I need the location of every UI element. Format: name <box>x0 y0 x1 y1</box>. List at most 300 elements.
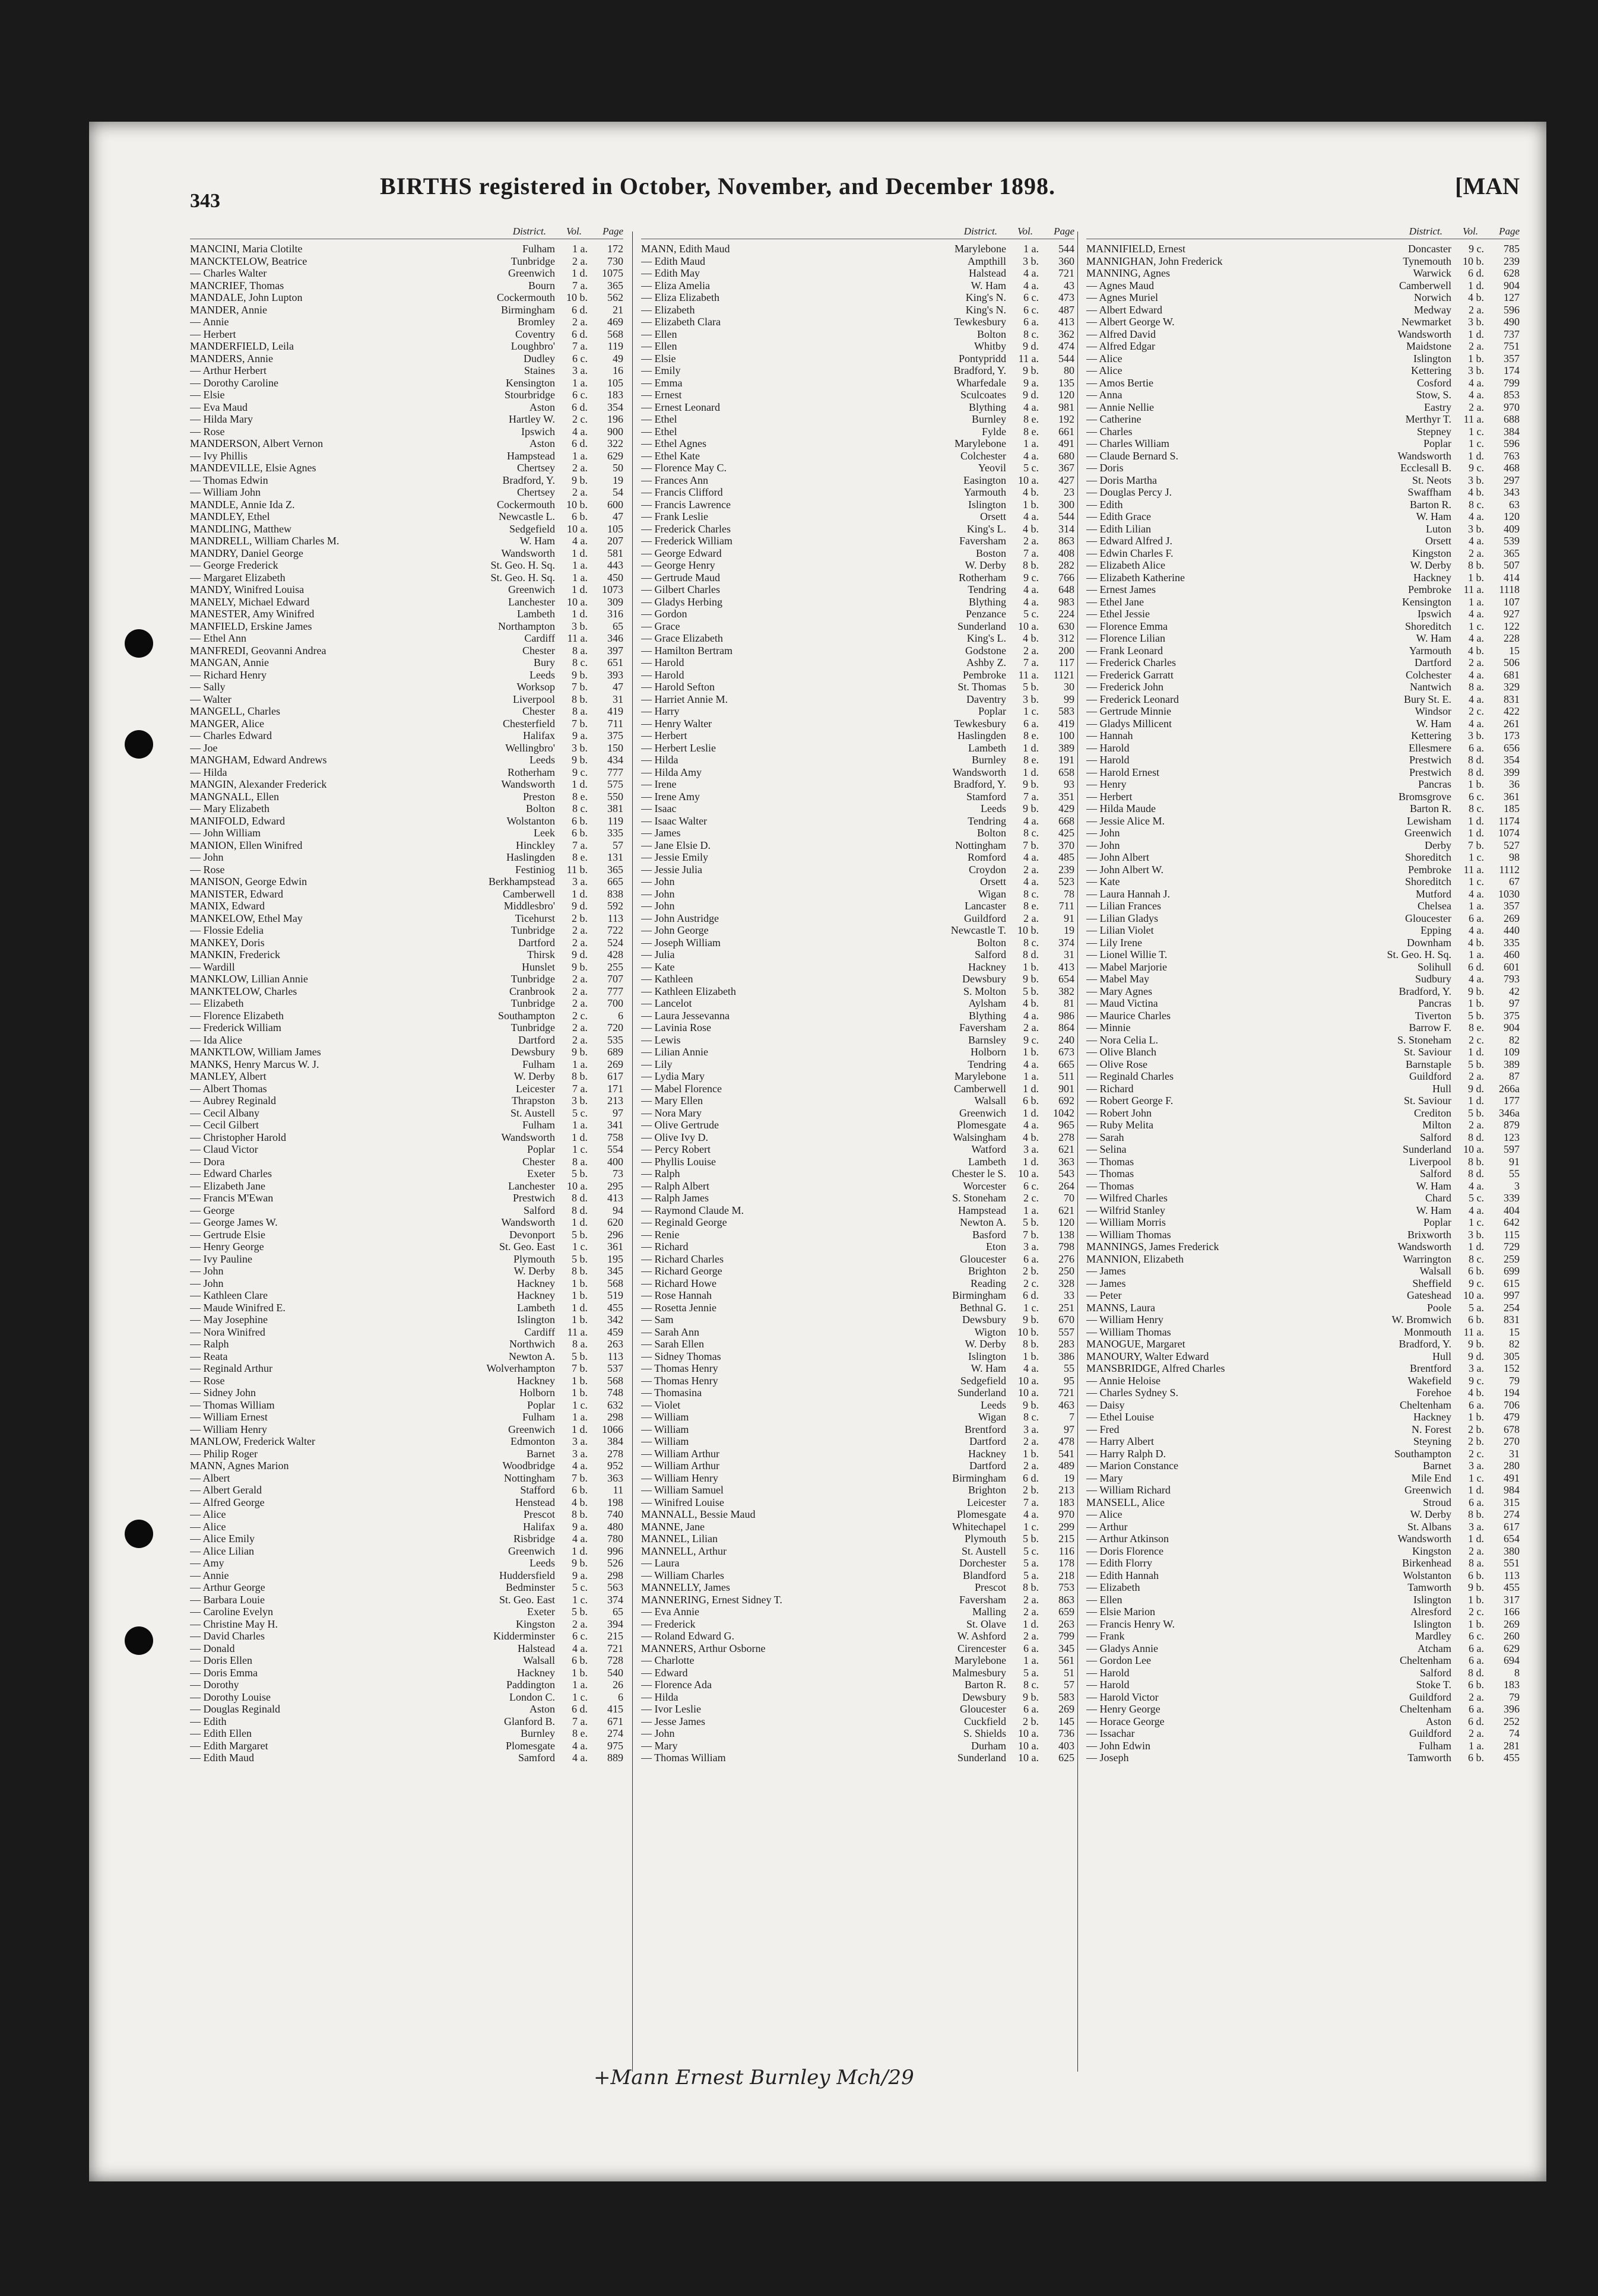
entry-page: 661 <box>1058 425 1074 437</box>
register-entry <box>190 413 623 426</box>
register-entry <box>641 1119 1074 1131</box>
register-entry <box>1086 864 1520 876</box>
register-entry <box>1086 803 1520 815</box>
entry-volume: 7 a. <box>572 1082 588 1095</box>
entry-district: Malling <box>972 1606 1006 1618</box>
entry-district: Wandsworth <box>501 547 555 559</box>
entry-name: — Issachar <box>1086 1727 1135 1739</box>
entry-name: — Walter <box>190 693 232 705</box>
entry-name: — Harold Sefton <box>641 681 715 693</box>
entry-district: W. Ham <box>1416 510 1451 522</box>
entry-name: — Charles William <box>1086 437 1169 449</box>
entry-name: — Edith Maud <box>641 255 705 267</box>
entry-name: — Fred <box>1086 1423 1120 1435</box>
entry-volume: 2 b. <box>1468 1435 1484 1447</box>
register-entry <box>1086 645 1520 657</box>
entry-page: 250 <box>1058 1265 1074 1277</box>
entry-district: Medway <box>1414 303 1451 316</box>
entry-page: 463 <box>1058 1398 1074 1411</box>
entry-district: Barnstaple <box>1406 1058 1451 1070</box>
entry-page: 117 <box>1058 657 1074 668</box>
entry-district: Burnley <box>972 754 1006 766</box>
register-entry <box>190 353 623 365</box>
entry-district: Brighton <box>968 1484 1006 1496</box>
entry-district: Tewkesbury <box>954 717 1006 730</box>
entry-volume: 9 a. <box>572 1569 588 1581</box>
entry-page: 506 <box>1504 657 1520 668</box>
entry-volume: 2 a. <box>572 936 588 949</box>
entry-page: 654 <box>1058 973 1074 985</box>
entry-district: Birmingham <box>952 1472 1006 1484</box>
entry-district: Tamworth <box>1407 1752 1451 1764</box>
entry-page: 375 <box>607 730 623 741</box>
entry-name: — William <box>641 1411 689 1423</box>
entry-volume: 10 a. <box>1463 1289 1484 1301</box>
entry-volume: 1 c. <box>1469 851 1484 863</box>
entry-name: — Alfred Edgar <box>1086 340 1155 352</box>
register-entry <box>1086 1375 1520 1387</box>
entry-district: Leeds <box>981 1398 1006 1411</box>
entry-district: Kingston <box>515 1618 555 1630</box>
register-entry <box>641 1472 1074 1485</box>
entry-volume: 2 c. <box>1023 1192 1039 1204</box>
column-header-page: Page <box>1054 226 1074 237</box>
entry-volume: 2 a. <box>572 1618 588 1630</box>
register-entry <box>190 681 623 693</box>
register-entry <box>641 1034 1074 1046</box>
register-entry <box>190 1338 623 1350</box>
entry-volume: 2 c. <box>1469 1447 1484 1460</box>
entry-page: 314 <box>1058 522 1074 535</box>
entry-name: — Edith Hannah <box>1086 1569 1159 1581</box>
entry-page: 419 <box>607 705 623 717</box>
entry-volume: 6 a. <box>1469 1703 1484 1715</box>
entry-district: Prestwich <box>513 1192 555 1204</box>
entry-volume: 8 b. <box>1468 559 1484 571</box>
entry-page: 346 <box>607 632 623 644</box>
entry-name: — Gertrude Minnie <box>1086 705 1171 717</box>
entry-name: — Rose <box>190 1374 225 1387</box>
entry-name: — John <box>641 1727 675 1739</box>
entry-district: Hampstead <box>507 449 555 462</box>
entry-page: 469 <box>607 316 623 328</box>
entry-volume: 9 d. <box>1468 1350 1484 1362</box>
entry-name: — George Henry <box>641 559 715 571</box>
entry-page: 632 <box>607 1398 623 1411</box>
entry-page: 183 <box>1504 1679 1520 1691</box>
entry-name: — Frederick Leonard <box>1086 693 1179 705</box>
register-entry <box>1086 1022 1520 1034</box>
entry-page: 707 <box>607 973 623 985</box>
entry-volume: 4 a. <box>1023 267 1039 279</box>
entry-district: Islington <box>968 498 1006 510</box>
entry-volume: 10 a. <box>1018 1168 1039 1179</box>
entry-name: — Rose <box>190 863 225 876</box>
entry-volume: 8 c. <box>1023 328 1039 340</box>
entry-name: — Elsie Marion <box>1086 1606 1155 1618</box>
register-entry <box>641 450 1074 462</box>
entry-page: 711 <box>1058 900 1074 912</box>
register-entry <box>1086 389 1520 401</box>
entry-name: — Emily <box>641 364 681 376</box>
entry-volume: 6 b. <box>1468 1679 1484 1691</box>
entry-name: — Henry George <box>1086 1703 1161 1715</box>
register-entry <box>190 754 623 766</box>
entry-page: 550 <box>607 790 623 803</box>
entry-volume: 2 a. <box>572 486 588 498</box>
entry-district: Greenwich <box>508 267 555 279</box>
entry-district: Cuckfield <box>964 1715 1006 1727</box>
entry-name: — Ivy Pauline <box>190 1252 252 1265</box>
register-entry <box>641 401 1074 414</box>
register-entry <box>641 1022 1074 1034</box>
entry-page: 97 <box>1509 997 1520 1009</box>
entry-district: Tynemouth <box>1403 255 1451 267</box>
entry-district: Nantwich <box>1410 681 1451 693</box>
entry-district: Marylebone <box>955 1070 1006 1082</box>
entry-page: 65 <box>613 1606 623 1618</box>
register-entry <box>641 474 1074 487</box>
entry-volume: 8 d. <box>1023 949 1039 960</box>
register-entry <box>641 389 1074 401</box>
entry-district: Barton R. <box>1410 803 1451 814</box>
entry-district: Lewisham <box>1407 814 1451 827</box>
entry-volume: 7 a. <box>572 279 588 291</box>
entry-district: Orsett <box>980 510 1006 522</box>
entry-district: Stow, S. <box>1416 389 1451 401</box>
entry-district: Exeter <box>527 1606 555 1618</box>
entry-district: St. Saviour <box>1403 1046 1451 1058</box>
entry-volume: 11 a. <box>1463 863 1484 876</box>
entry-page: 120 <box>1058 389 1074 401</box>
entry-page: 342 <box>607 1314 623 1325</box>
register-entry <box>641 255 1074 268</box>
entry-district: Greenwich <box>508 1423 555 1435</box>
entry-district: Leeds <box>530 1557 555 1569</box>
entry-page: 758 <box>607 1131 623 1143</box>
entry-volume: 5 b. <box>1468 1106 1484 1119</box>
entry-district: Whitechapel <box>952 1520 1006 1533</box>
entry-volume: 6 d. <box>572 401 588 413</box>
register-entry <box>190 997 623 1010</box>
entry-name: — Lydia Mary <box>641 1070 705 1082</box>
entry-name: — Charles Sydney S. <box>1086 1387 1178 1398</box>
register-entry <box>1086 1508 1520 1521</box>
entry-volume: 1 d. <box>1468 1241 1484 1252</box>
column-divider <box>1077 231 1078 2072</box>
register-entry <box>641 1180 1074 1193</box>
entry-name: — Grace <box>641 620 680 632</box>
column-header-name <box>641 226 932 237</box>
register-entry <box>190 267 623 280</box>
entry-page: 345 <box>1058 1642 1074 1654</box>
entry-page: 215 <box>1058 1533 1074 1545</box>
register-entry <box>1086 1277 1520 1290</box>
entry-volume: 5 b. <box>1023 985 1039 997</box>
entry-page: 200 <box>1058 644 1074 657</box>
entry-district: Chester <box>522 705 555 717</box>
entry-district: Norwich <box>1414 291 1451 303</box>
entry-page: 474 <box>1058 340 1074 352</box>
entry-page: 261 <box>1504 717 1520 730</box>
entry-district: Lambeth <box>968 1155 1006 1168</box>
entry-page: 1073 <box>602 583 623 595</box>
entry-volume: 5 c. <box>1023 608 1039 620</box>
entry-district: Camberwell <box>503 887 555 900</box>
entry-district: Blandford <box>963 1569 1006 1581</box>
register-entry <box>1086 1545 1520 1558</box>
entry-page: 31 <box>613 693 623 705</box>
entry-district: Halifax <box>523 730 555 741</box>
register-entry <box>1086 1265 1520 1277</box>
entry-volume: 10 a. <box>1018 1739 1039 1752</box>
entry-volume: 3 a. <box>1023 1241 1039 1252</box>
entry-volume: 1 a. <box>1023 243 1039 255</box>
entry-volume: 6 d. <box>1023 1289 1039 1301</box>
entry-name: — Olive Ivy D. <box>641 1131 708 1143</box>
register-entry <box>641 1740 1074 1752</box>
entry-name: — Eliza Amelia <box>641 279 710 291</box>
register-entry <box>641 827 1074 839</box>
register-entry <box>190 985 623 998</box>
entry-volume: 9 a. <box>572 1520 588 1533</box>
entry-name: — Edward Charles <box>190 1168 272 1179</box>
entry-district: Greenwich <box>959 1106 1006 1119</box>
entry-page: 427 <box>1058 474 1074 486</box>
entry-name: — Ethel Louise <box>1086 1411 1154 1423</box>
register-entry <box>190 437 623 450</box>
entry-volume: 10 b. <box>1017 924 1039 936</box>
entry-name: — Cecil Albany <box>190 1106 259 1119</box>
entry-page: 527 <box>1504 839 1520 851</box>
entry-volume: 2 a. <box>1469 547 1484 559</box>
entry-page: 384 <box>607 1435 623 1447</box>
entry-name: — John <box>190 1277 224 1289</box>
entry-page: 629 <box>607 449 623 462</box>
entry-page: 36 <box>1509 778 1520 790</box>
entry-name: — Donald <box>190 1642 235 1654</box>
entry-name: — Harold <box>1086 1666 1130 1679</box>
entry-page: 357 <box>1504 352 1520 364</box>
entry-page: 183 <box>607 389 623 401</box>
entry-name: — Rose Hannah <box>641 1289 712 1301</box>
entry-page: 544 <box>1058 510 1074 522</box>
entry-name: — Frederick Charles <box>1086 657 1176 668</box>
entry-page: 196 <box>607 413 623 425</box>
entry-volume: 2 a. <box>1469 1727 1484 1739</box>
entry-page: 361 <box>1504 790 1520 803</box>
entry-name: — Christine May H. <box>190 1618 278 1630</box>
entry-district: Warrington <box>1403 1252 1451 1265</box>
entry-name: — Ernest <box>641 389 682 401</box>
register-entry <box>1086 1058 1520 1071</box>
entry-name: MANKELOW, Ethel May <box>190 912 303 924</box>
entry-volume: 8 b. <box>572 1508 588 1520</box>
register-entry <box>1086 1107 1520 1120</box>
register-entry <box>190 1423 623 1436</box>
entry-page: 434 <box>607 754 623 766</box>
entry-volume: 1 c. <box>572 1691 588 1703</box>
entry-name: — Philip Roger <box>190 1447 258 1460</box>
entry-name: — Cecil Gilbert <box>190 1119 259 1131</box>
entry-district: Brentford <box>1410 1362 1451 1374</box>
entry-volume: 2 a. <box>572 462 588 474</box>
register-entry <box>1086 1606 1520 1618</box>
entry-district: Monmouth <box>1403 1325 1451 1338</box>
entry-name: — George Edward <box>641 547 722 559</box>
entry-volume: 8 b. <box>1023 1581 1039 1593</box>
entry-page: 166 <box>1504 1606 1520 1618</box>
entry-name: — Claud Victor <box>190 1143 258 1155</box>
register-entry <box>190 1119 623 1131</box>
entry-district: Gloucester <box>960 1252 1006 1265</box>
register-entry <box>1086 1046 1520 1058</box>
register-entry <box>1086 742 1520 754</box>
entry-name: — Doris Florence <box>1086 1545 1163 1557</box>
entry-page: 831 <box>1504 693 1520 705</box>
register-entry <box>190 389 623 401</box>
entry-page: 592 <box>607 900 623 912</box>
entry-name: MANCINI, Maria Clotilte <box>190 243 303 255</box>
entry-district: Gloucester <box>1405 912 1451 924</box>
entry-volume: 6 b. <box>572 814 588 827</box>
entry-page: 30 <box>1064 681 1074 693</box>
entry-volume: 1 c. <box>572 1241 588 1252</box>
entry-district: Dudley <box>524 352 555 364</box>
register-entry <box>641 608 1074 620</box>
column-header-vol: Vol. <box>1017 226 1033 237</box>
entry-volume: 2 a. <box>1023 1630 1039 1642</box>
entry-volume: 9 b. <box>1023 778 1039 790</box>
entry-district: Hackney <box>968 960 1006 973</box>
entry-name: — Lily <box>641 1058 673 1070</box>
entry-name: — Renie <box>641 1228 680 1241</box>
entry-page: 1066 <box>602 1423 623 1435</box>
entry-page: 397 <box>607 644 623 657</box>
entry-volume: 3 b. <box>572 741 588 754</box>
register-entry <box>190 1034 623 1046</box>
entry-volume: 8 d. <box>572 1192 588 1204</box>
entry-district: W. Derby <box>513 1070 555 1082</box>
entry-volume: 10 b. <box>566 291 588 303</box>
register-entry <box>1086 1314 1520 1326</box>
entry-district: Nottingham <box>504 1472 555 1484</box>
entry-volume: 1 c. <box>572 1143 588 1155</box>
entry-name: — Rosetta Jennie <box>641 1301 716 1314</box>
entry-volume: 8 d. <box>1468 754 1484 766</box>
entry-district: Plymouth <box>964 1533 1006 1545</box>
entry-name: — Elizabeth <box>641 303 695 316</box>
entry-page: 983 <box>1058 595 1074 608</box>
entry-district: Burnley <box>972 413 1006 425</box>
entry-volume: 4 a. <box>1023 583 1039 595</box>
entry-name: — Ethel Kate <box>641 449 700 462</box>
register-entry <box>190 280 623 292</box>
entry-volume: 6 b. <box>1468 1265 1484 1277</box>
entry-district: Cirencester <box>957 1642 1006 1654</box>
entry-page: 345 <box>607 1265 623 1277</box>
entry-page: 341 <box>607 1119 623 1131</box>
register-entry <box>190 1131 623 1144</box>
entry-volume: 4 b. <box>1023 1131 1039 1143</box>
entry-district: Cheltenham <box>1400 1703 1451 1715</box>
register-entry <box>1086 1740 1520 1752</box>
entry-volume: 1 d. <box>572 1423 588 1435</box>
entry-volume: 6 d. <box>572 303 588 316</box>
register-entry <box>641 1326 1074 1339</box>
entry-page: 43 <box>1064 279 1074 291</box>
entry-page: 19 <box>1064 1472 1074 1484</box>
entry-volume: 3 b. <box>572 1095 588 1106</box>
entry-page: 491 <box>1058 437 1074 449</box>
entry-volume: 4 b. <box>1023 522 1039 535</box>
entry-name: MANFREDI, Geovanni Andrea <box>190 644 326 657</box>
entry-district: Devonport <box>509 1228 555 1241</box>
entry-district: Merthyr T. <box>1405 413 1451 425</box>
entry-name: MANGIN, Alexander Frederick <box>190 778 327 790</box>
entry-district: Wakefield <box>1407 1374 1451 1387</box>
entry-name: — Joseph <box>1086 1752 1129 1764</box>
entry-volume: 5 b. <box>572 1228 588 1241</box>
entry-page: 127 <box>1504 291 1520 303</box>
entry-district: Bolton <box>976 827 1006 839</box>
entry-name: — Richard Howe <box>641 1277 716 1289</box>
entry-district: Marylebone <box>955 1654 1006 1666</box>
entry-name: — Frances Ann <box>641 474 708 486</box>
entry-district: Plomesgate <box>506 1739 555 1752</box>
entry-page: 171 <box>607 1082 623 1095</box>
entry-name: MANDERFIELD, Leila <box>190 340 294 352</box>
entry-name: — John <box>1086 839 1120 851</box>
entry-volume: 1 b. <box>572 1387 588 1398</box>
register-entry <box>641 547 1074 560</box>
entry-name: — Irene Amy <box>641 790 700 803</box>
entry-page: 15 <box>1509 1325 1520 1338</box>
register-entry <box>190 1606 623 1618</box>
entry-district: Downham <box>1407 936 1451 949</box>
entry-district: Bradford, Y. <box>1399 985 1451 997</box>
entry-page: 264 <box>1058 1179 1074 1192</box>
entry-name: — Eliza Elizabeth <box>641 291 719 303</box>
entry-name: — Mary Elizabeth <box>190 803 269 814</box>
entry-volume: 1 d. <box>572 547 588 559</box>
entry-district: Derby <box>1425 839 1451 851</box>
entry-district: W. Bromwich <box>1391 1314 1451 1325</box>
entry-name: — Ellen <box>641 328 677 340</box>
entry-district: Stoke T. <box>1416 1679 1451 1691</box>
register-entry <box>641 1727 1074 1740</box>
entry-volume: 7 b. <box>572 1362 588 1374</box>
entry-volume: 7 b. <box>1023 839 1039 851</box>
entry-district: Wellingbro' <box>505 741 555 754</box>
entry-name: — Marion Constance <box>1086 1460 1178 1472</box>
register-entry <box>190 1545 623 1558</box>
entry-page: 351 <box>1058 790 1074 803</box>
entry-page: 215 <box>607 1630 623 1642</box>
register-entry <box>190 1569 623 1582</box>
entry-page: 98 <box>1509 851 1520 863</box>
register-entry <box>641 1606 1074 1618</box>
entry-volume: 1 a. <box>1023 1654 1039 1666</box>
register-entry <box>1086 632 1520 645</box>
entry-district: Gateshead <box>1407 1289 1451 1301</box>
entry-name: — Thomas <box>1086 1155 1134 1168</box>
register-entry <box>190 1460 623 1472</box>
entry-volume: 1 a. <box>1469 1739 1484 1752</box>
entry-name: — James <box>1086 1265 1126 1277</box>
entry-district: Eastry <box>1424 401 1451 413</box>
entry-district: S. Stoneham <box>1397 1033 1451 1046</box>
